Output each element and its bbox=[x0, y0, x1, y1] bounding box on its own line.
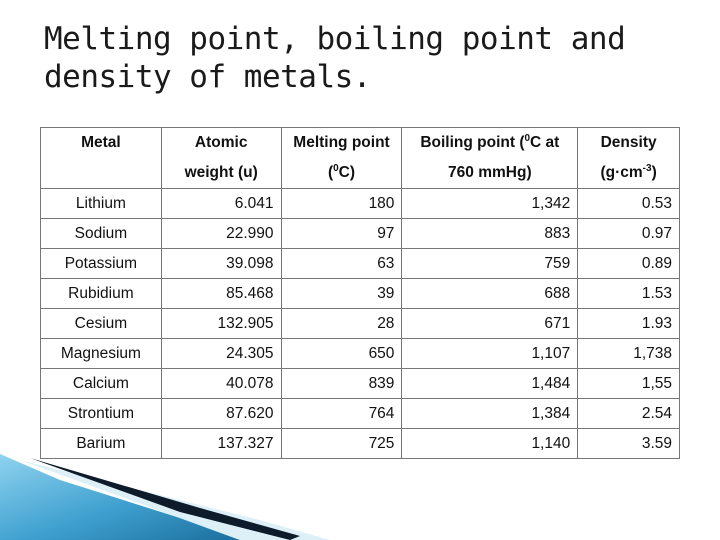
header-density-pre: (g·cm bbox=[600, 164, 643, 181]
table-row bbox=[41, 369, 680, 399]
cell-metal: Strontium bbox=[41, 399, 162, 429]
cell-metal: Rubidium bbox=[41, 279, 162, 309]
header-boiling-point-line-1 bbox=[406, 128, 573, 158]
cell-melting-point: 650 bbox=[281, 339, 402, 369]
header-density-post: ) bbox=[651, 164, 657, 181]
header-boiling-point-pre: Boiling point ( bbox=[420, 134, 525, 151]
cell-density: 3.59 bbox=[578, 429, 680, 459]
cell-density: 0.97 bbox=[578, 219, 680, 249]
header-melting-point-sup: 0 bbox=[333, 162, 339, 174]
cell-density: 1,738 bbox=[578, 339, 680, 369]
table-row bbox=[41, 189, 680, 219]
cell-metal: Magnesium bbox=[41, 339, 162, 369]
cell-melting-point: 97 bbox=[281, 219, 402, 249]
metals-table bbox=[40, 127, 680, 459]
cell-atomic-weight: 137.327 bbox=[161, 429, 281, 459]
slide-title bbox=[44, 20, 684, 96]
table-body bbox=[41, 189, 680, 459]
cell-atomic-weight: 39.098 bbox=[161, 249, 281, 279]
table-row bbox=[41, 249, 680, 279]
cell-melting-point: 725 bbox=[281, 429, 402, 459]
cell-boiling-point: 671 bbox=[402, 309, 578, 339]
cell-boiling-point: 1,107 bbox=[402, 339, 578, 369]
cell-boiling-point: 1,140 bbox=[402, 429, 578, 459]
cell-atomic-weight: 85.468 bbox=[161, 279, 281, 309]
header-melting-point-line-1: Melting point bbox=[293, 134, 390, 151]
cell-atomic-weight: 132.905 bbox=[161, 309, 281, 339]
header-melting-point-pre: ( bbox=[327, 164, 334, 181]
table-row bbox=[41, 279, 680, 309]
cell-boiling-point: 688 bbox=[402, 279, 578, 309]
decor-blue-swoosh bbox=[0, 454, 240, 540]
header-melting-point bbox=[281, 128, 402, 189]
cell-melting-point: 28 bbox=[281, 309, 402, 339]
cell-melting-point: 63 bbox=[281, 249, 402, 279]
table-row bbox=[41, 219, 680, 249]
slide-title-line-2: density of metals. bbox=[44, 59, 371, 95]
cell-boiling-point: 1,384 bbox=[402, 399, 578, 429]
header-density-line-1: Density bbox=[600, 134, 657, 151]
cell-boiling-point: 1,484 bbox=[402, 369, 578, 399]
cell-density: 1,55 bbox=[578, 369, 680, 399]
header-density-sup: -3 bbox=[642, 162, 652, 174]
header-row bbox=[41, 128, 680, 189]
header-density bbox=[578, 128, 680, 189]
header-metal bbox=[41, 128, 162, 189]
slide-title-line-1: Melting point, boiling point and bbox=[44, 21, 626, 57]
cell-melting-point: 180 bbox=[281, 189, 402, 219]
cell-melting-point: 764 bbox=[281, 399, 402, 429]
cell-atomic-weight: 24.305 bbox=[161, 339, 281, 369]
cell-atomic-weight: 22.990 bbox=[161, 219, 281, 249]
cell-density: 0.53 bbox=[578, 189, 680, 219]
header-atomic-weight-line-1: Atomic bbox=[194, 134, 248, 151]
cell-density: 2.54 bbox=[578, 399, 680, 429]
header-atomic-weight bbox=[161, 128, 281, 189]
cell-metal: Potassium bbox=[41, 249, 162, 279]
cell-atomic-weight: 6.041 bbox=[161, 189, 281, 219]
cell-metal: Sodium bbox=[41, 219, 162, 249]
cell-atomic-weight: 87.620 bbox=[161, 399, 281, 429]
cell-metal: Barium bbox=[41, 429, 162, 459]
header-boiling-point-post: C at bbox=[530, 134, 560, 151]
header-melting-point-line-2 bbox=[286, 158, 398, 188]
table-row bbox=[41, 339, 680, 369]
table-row bbox=[41, 309, 680, 339]
cell-metal: Lithium bbox=[41, 189, 162, 219]
cell-boiling-point: 759 bbox=[402, 249, 578, 279]
header-boiling-point bbox=[402, 128, 578, 189]
header-atomic-weight-line-2: weight (u) bbox=[184, 164, 258, 181]
cell-metal: Cesium bbox=[41, 309, 162, 339]
header-density-line-2 bbox=[582, 158, 675, 188]
cell-density: 1.93 bbox=[578, 309, 680, 339]
cell-melting-point: 839 bbox=[281, 369, 402, 399]
corner-decoration bbox=[0, 450, 720, 540]
cell-boiling-point: 1,342 bbox=[402, 189, 578, 219]
header-metal-label: Metal bbox=[81, 134, 121, 151]
table-header bbox=[41, 128, 680, 189]
header-melting-point-post: C) bbox=[338, 164, 356, 181]
cell-density: 1.53 bbox=[578, 279, 680, 309]
table-row bbox=[41, 399, 680, 429]
cell-metal: Calcium bbox=[41, 369, 162, 399]
cell-density: 0.89 bbox=[578, 249, 680, 279]
header-boiling-point-sup: 0 bbox=[524, 132, 531, 144]
cell-boiling-point: 883 bbox=[402, 219, 578, 249]
cell-melting-point: 39 bbox=[281, 279, 402, 309]
cell-atomic-weight: 40.078 bbox=[161, 369, 281, 399]
header-boiling-point-line-2: 760 mmHg) bbox=[448, 164, 532, 181]
